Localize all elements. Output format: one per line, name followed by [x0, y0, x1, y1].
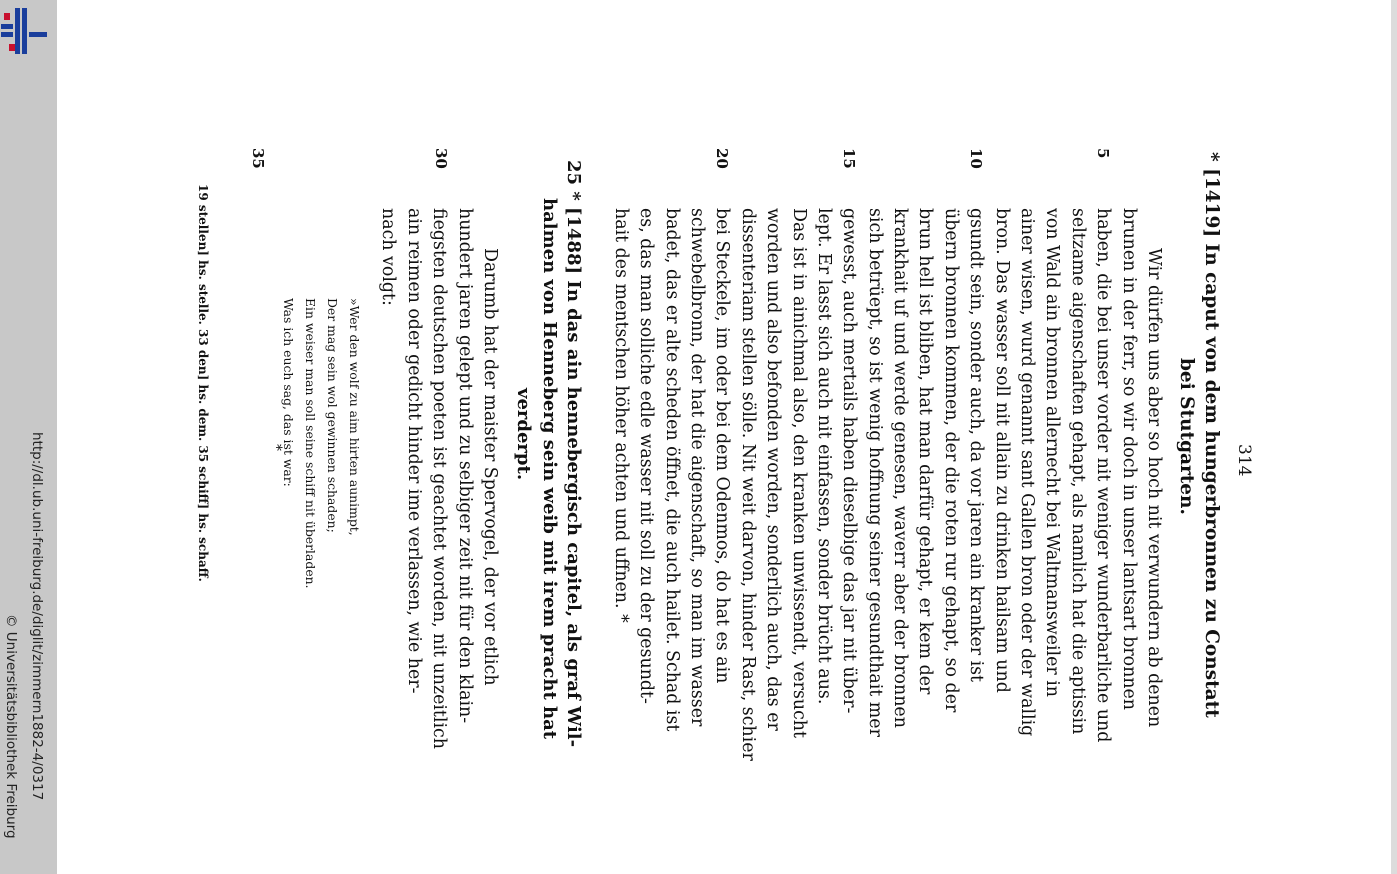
text-line: brunen in der ferr, so wir doch in unser lantsart bronnen	[1118, 208, 1139, 711]
text-line: hait des mentschen höher achten und uffnen. *	[610, 208, 631, 623]
text-line: ainer wisen, wurd genannt sant Gallen bron oder der wallig	[1017, 208, 1038, 737]
text-line: brun hell ist bliben, hat man darfür gehapt, er kem der	[915, 208, 936, 695]
viewer-right-edge	[1391, 0, 1397, 874]
viewer-sidebar	[0, 0, 57, 874]
section2-heading-end: verderpt.	[513, 388, 534, 481]
text-line: worden und also befonden worden, sonderlich auch, das er	[763, 208, 784, 731]
section1-heading-cont: bei Stutgarten.	[1176, 358, 1197, 515]
text-line: sich betrüept, so ist wenig hoffnung seiner gesundthait mer	[864, 208, 885, 737]
text-line: Darumb hat der maister Spervogel, der vor etlich	[480, 248, 500, 686]
text-line: nach volgt:	[378, 208, 399, 306]
verse-line: »Wer den wolf zu aim hirten aunimpt,	[347, 298, 362, 536]
text-line: Das ist in ainichmal also, den kranken unwissendt, versucht	[788, 208, 809, 738]
footnotes: 19 stellen] hs. stelle. 33 den] hs. dem. 35 schiff] hs. schaff.	[196, 184, 210, 582]
verse-star: *	[268, 444, 284, 451]
text-line: seltzame aigenschaften gehapt, als namlich hat die aptissin	[1067, 208, 1088, 735]
line-number: 10	[967, 148, 985, 169]
text-line: haben, die bei unser vorder nit weniger wunderbarliche und	[1093, 208, 1114, 743]
line-number: 30	[432, 148, 450, 169]
text-line: es, das man solliche edle wasser nit soll zu der gesundt-	[636, 208, 657, 704]
section1-body	[607, 208, 1166, 761]
text-line: bei Steckele, im oder bei dem Odenmos, do hat es ain	[712, 208, 733, 684]
section2-heading: 25 * [1488] In das ain hennebergisch capitel, als graf Wil-	[563, 160, 584, 748]
page-number: 314	[1234, 444, 1254, 477]
line-number: 35	[249, 148, 267, 169]
text-line: ain reimen oder gedicht hinder ime verlassen, wie her-	[403, 208, 424, 694]
verse-line: Ein weiser man soll seine schiff nit überladen.	[303, 298, 318, 589]
verse-line: Der mag sein wol gewinnen schaden;	[325, 298, 340, 533]
line-number: 20	[713, 148, 731, 169]
text-line: gewesst, auch mertails haben dieselbige das jar nit über-	[839, 208, 860, 714]
text-line: fiegsten deutschen poeten ist geachtet worden, nit unzeitlich	[429, 208, 450, 749]
section1-heading: * [1419] In caput von dem hungerbronnen zu Constatt	[1201, 152, 1222, 718]
scanned-page	[182, 148, 1262, 761]
text-line: krankhait uf und werde genesen, waverr aber der bronnen	[890, 208, 911, 728]
text-line: dissenteriam stellen sölle. Nit weit darvon, hinder Rast, schier	[737, 208, 758, 761]
text-line: lept. Er lasst sich auch nit einfassen, sonder brücht aus.	[813, 208, 834, 705]
document-url[interactable]: http://dl.ub.uni-freiburg.de/diglit/zimmern1882-4/0317	[29, 432, 45, 801]
text-line: gsundt sein, sonder auch, da vor jaren ain kranker ist	[966, 208, 987, 683]
text-line: schwebelbronn, der hat die aigenschaft, so man im wasser	[686, 208, 707, 727]
line-number: 5	[1094, 148, 1112, 159]
verse-line: Was ich euch sag, das ist war:	[281, 298, 296, 487]
section2-body	[375, 208, 502, 749]
text-line: übern bronnen kommen, der die roten rur gehapt, so der	[940, 208, 961, 713]
text-line: badet, das er alte scheden öffnet, die auch hailet. Schad ist	[661, 208, 682, 732]
text-line: von Wald ain bronnen allernecht bei Waltmansweiler in	[1042, 208, 1063, 697]
text-line: bron. Das wasser soll nit allain zu drinken hailsam und	[991, 208, 1012, 693]
text-line: Wir dürfen uns aber so hoch nit verwundern ab denen	[1144, 248, 1164, 728]
text-line: hundert jaren gelept und zu selbiger zeit nit für den klain-	[454, 208, 475, 724]
line-number: 15	[840, 148, 858, 169]
copyright-notice: © Universitätsbibliothek Freiburg	[3, 614, 19, 839]
section2-heading-cont: halmen von Henneberg sein weib mit irem pracht hat	[539, 198, 560, 740]
